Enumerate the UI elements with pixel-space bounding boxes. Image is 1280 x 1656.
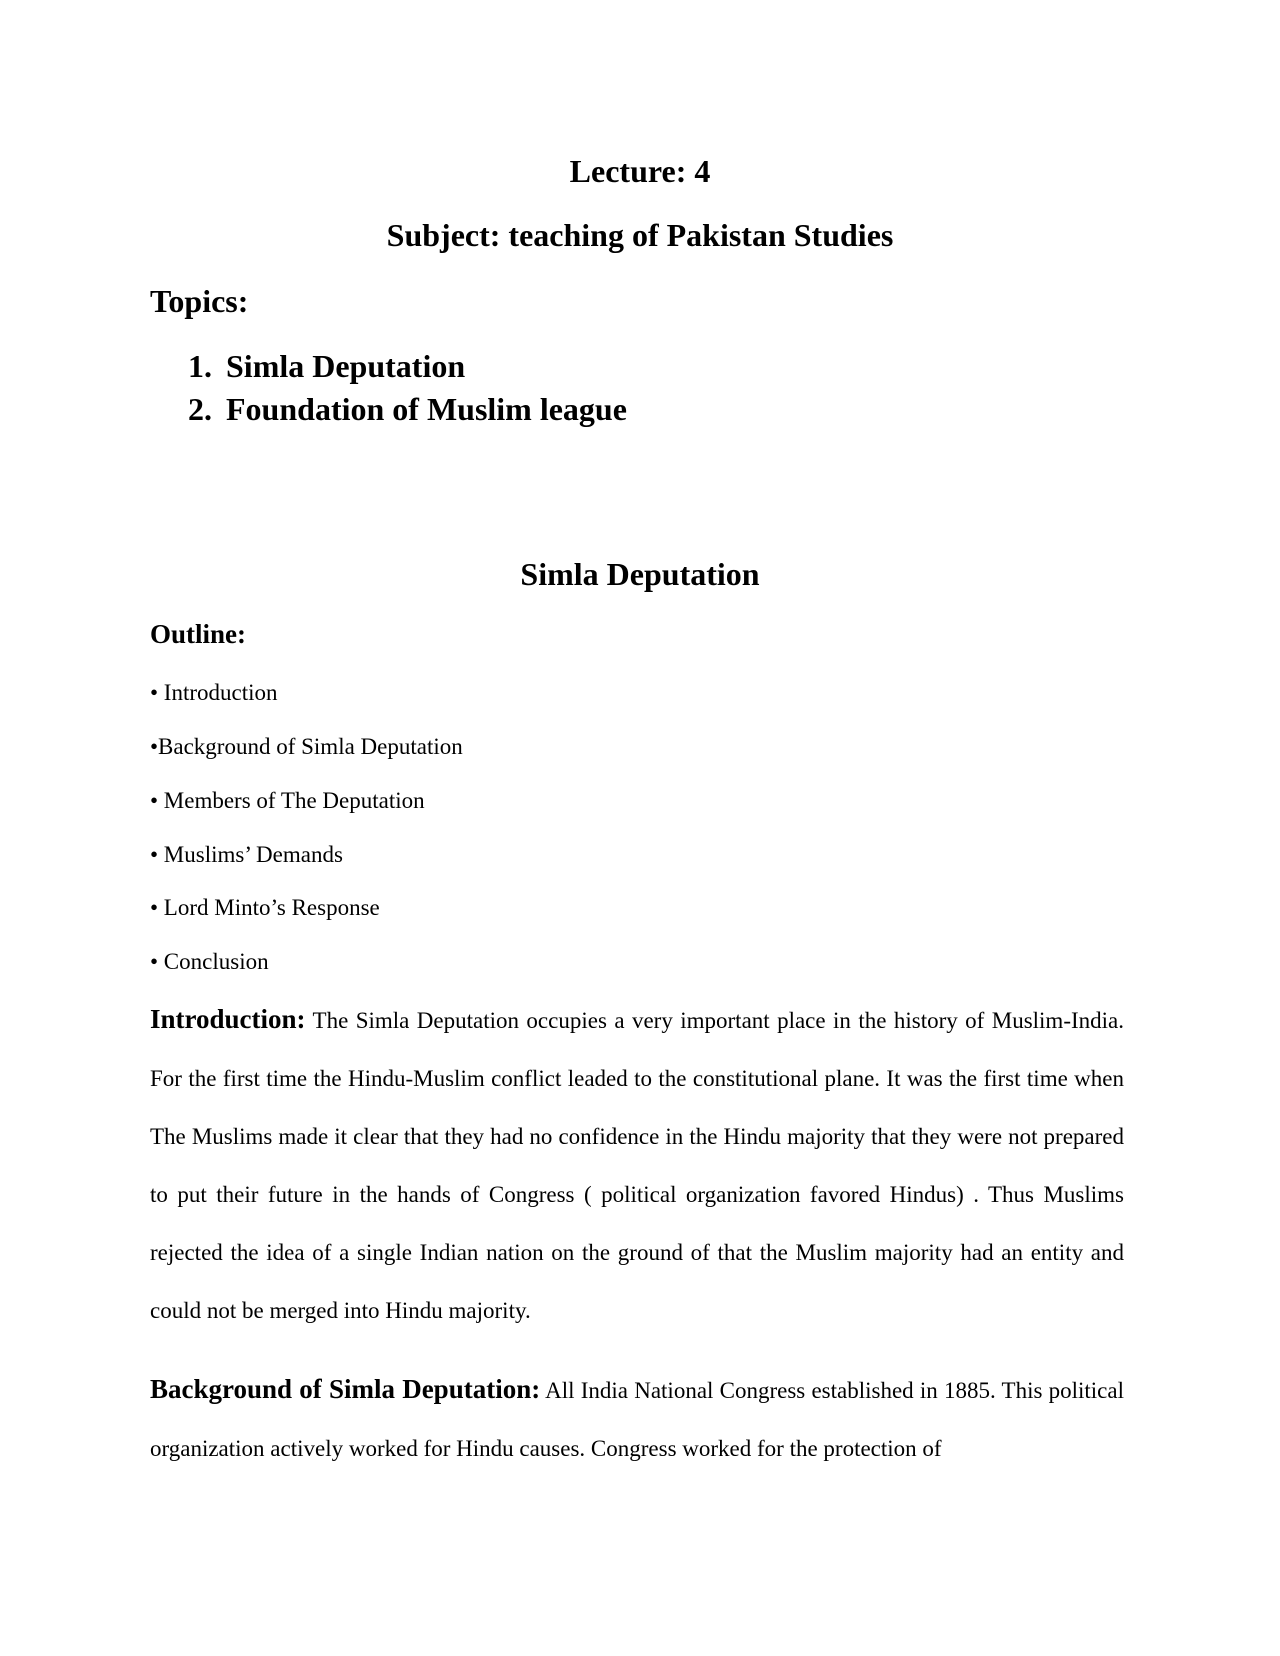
introduction-paragraph	[150, 990, 1124, 1340]
outline-item: • Introduction	[150, 680, 278, 705]
subject-title: Subject: teaching of Pakistan Studies	[386, 217, 894, 253]
topic-item	[188, 389, 627, 429]
topic-number: 1.	[188, 348, 212, 384]
outline-heading: Outline:	[150, 619, 247, 649]
introduction-text: The Simla Deputation occupies a very important place in the history of Muslim-India. For the first time the Hindu-Muslim conflict leaded to the constitutional plane. It was the first time when The Muslims made it clear that they had no confidence in the Hindu majority that they were not prepared to put their future in the hands of Congress ( political organization favored Hindus) . Thus Muslims rejected the idea of a single Indian nation on the ground of that the Muslim majority had an entity and could not be merged into Hindu majority.	[150, 1008, 1124, 1323]
topic-label: Simla Deputation	[226, 348, 466, 384]
lecture-title: Lecture: 4	[569, 153, 711, 189]
introduction-lead: Introduction:	[150, 1004, 306, 1034]
background-lead: Background of Simla Deputation:	[150, 1374, 541, 1404]
topic-item	[188, 346, 465, 386]
topic-number: 2.	[188, 391, 212, 427]
section-title: Simla Deputation	[520, 556, 760, 592]
outline-item: • Muslims’ Demands	[150, 842, 343, 867]
topic-label: Foundation of Muslim league	[226, 391, 627, 427]
outline-item: • Conclusion	[150, 949, 269, 974]
background-paragraph	[150, 1360, 1124, 1478]
outline-item: • Members of The Deputation	[150, 788, 425, 813]
outline-item: • Lord Minto’s Response	[150, 895, 380, 920]
topics-heading: Topics:	[150, 283, 249, 319]
background-text: All India National Congress established in 1885. This political organization actively worked for Hindu causes. Congress worked for the protection of	[150, 1378, 1124, 1461]
outline-item: •Background of Simla Deputation	[150, 734, 463, 759]
